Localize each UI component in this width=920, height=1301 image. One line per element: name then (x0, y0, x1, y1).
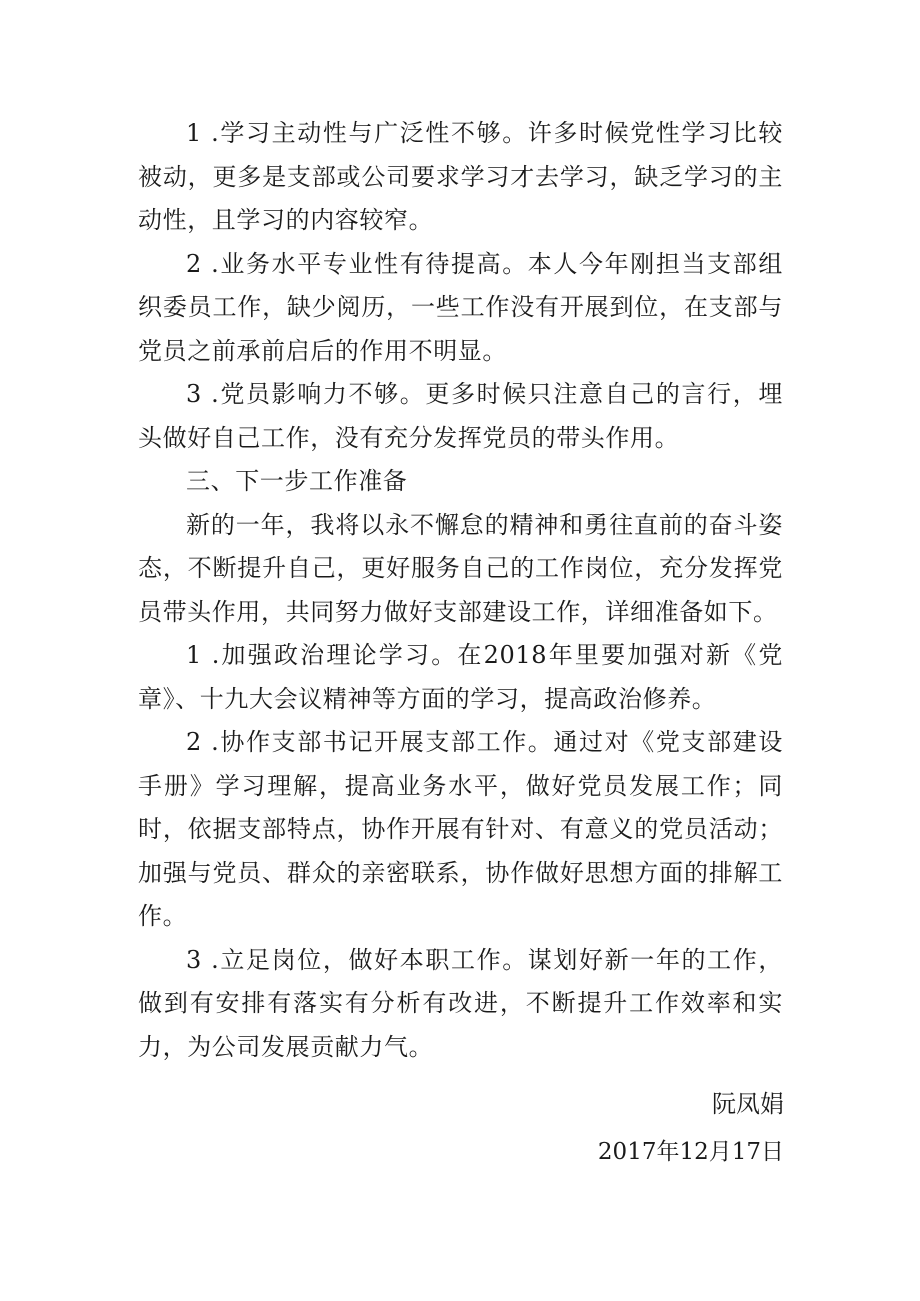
paragraph-shortcoming-2: 2 .业务水平专业性有待提高。本人今年刚担当支部组织委员工作，缺少阅历，一些工作没有开展到位，在支部与党员之前承前启后的作用不明显。 (138, 249, 783, 365)
paragraph-shortcoming-1: 1 .学习主动性与广泛性不够。许多时候党性学习比较被动，更多是支部或公司要求学习才去学习，缺乏学习的主动性，且学习的内容较窄。 (138, 119, 783, 234)
paragraph-intro-plan: 新的一年，我将以永不懈怠的精神和勇往直前的奋斗姿态，不断提升自己，更好服务自己的工作岗位，充分发挥党员带头作用，共同努力做好支部建设工作，详细准备如下。 (138, 510, 783, 626)
signature-date: 2017年12月17日 (597, 1139, 784, 1165)
paragraph-plan-1: 1 .加强政治理论学习。在2018年里要加强对新《党章》、十九大会议精神等方面的学习，提高政治修养。 (138, 641, 783, 713)
paragraph-shortcoming-3: 3 .党员影响力不够。更多时候只注意自己的言行，埋头做好自己工作，没有充分发挥党员的带头作用。 (138, 380, 783, 452)
document-body (138, 112, 783, 1069)
section-heading-next-steps: 三、下一步工作准备 (186, 467, 408, 495)
paragraph-plan-3: 3 .立足岗位，做好本职工作。谋划好新一年的工作，做到有安排有落实有分析有改进，不断提升工作效率和实力，为公司发展贡献力气。 (138, 945, 783, 1061)
signature-name: 阮凤娟 (712, 1090, 784, 1118)
paragraph-plan-2: 2 .协作支部书记开展支部工作。通过对《党支部建设手册》学习理解，提高业务水平，做好党员发展工作；同时，依据支部特点，协作开展有针对、有意义的党员活动；加强与党员、群众的亲密联系，协作做好思想方面的排解工作。 (138, 728, 783, 930)
